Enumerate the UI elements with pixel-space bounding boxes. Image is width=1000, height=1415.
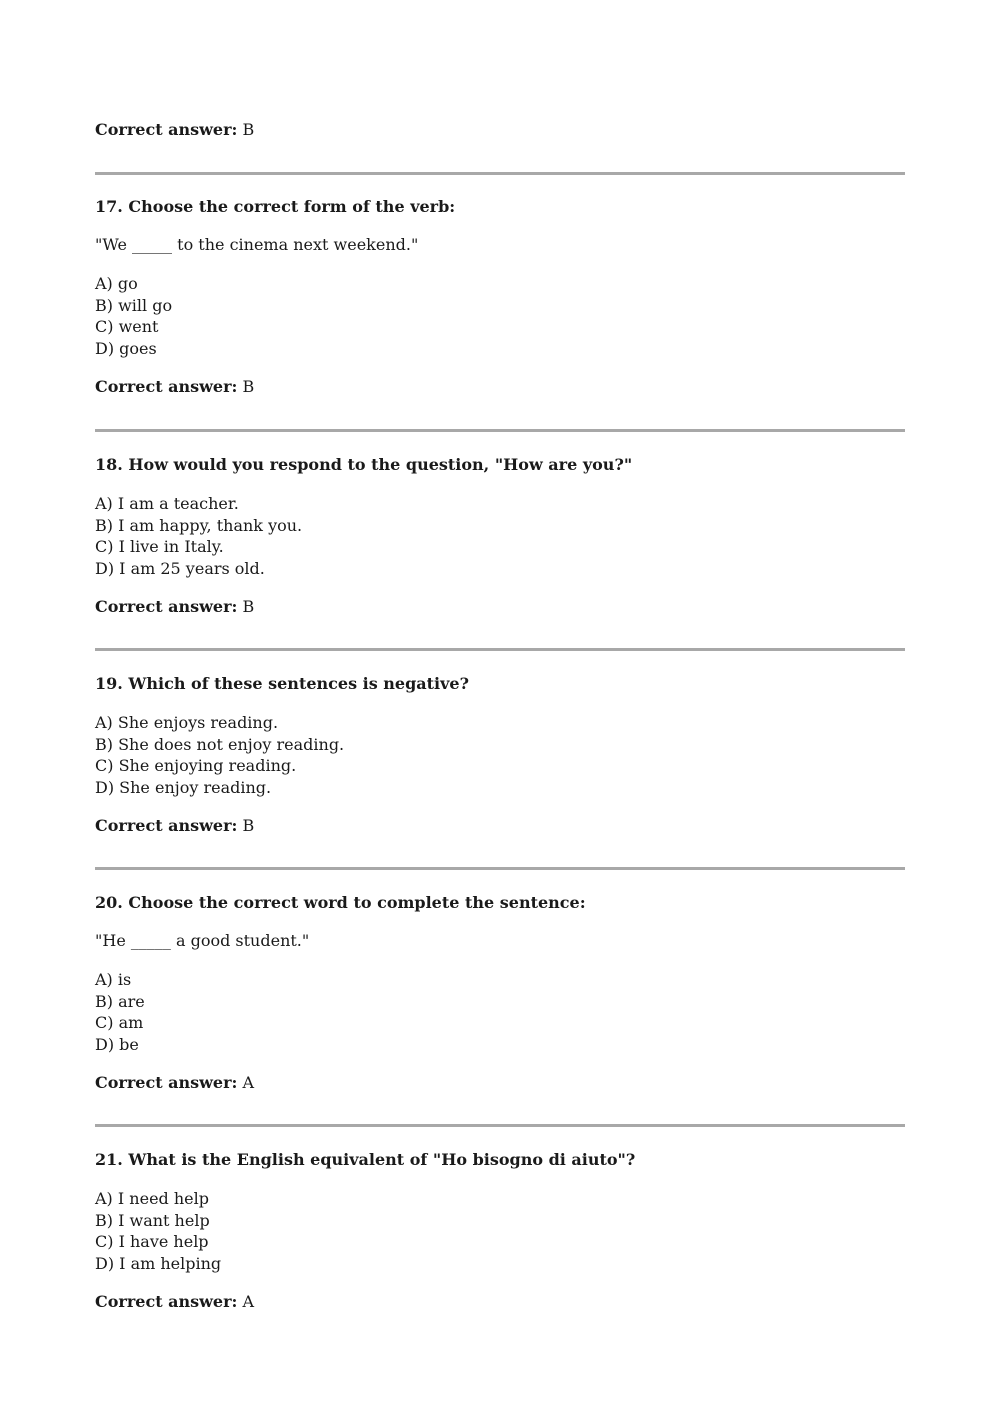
correct-answer [95, 597, 905, 617]
answer-label: Correct answer: [95, 596, 238, 616]
answer-value: A [242, 1291, 255, 1311]
answer-label: Correct answer: [95, 1072, 238, 1092]
option-c: C) She enjoying reading. [95, 756, 297, 776]
divider [95, 429, 905, 432]
options-list [95, 712, 905, 799]
option-d: D) be [95, 1035, 139, 1055]
options-list [95, 969, 905, 1056]
option-b: B) I am happy, thank you. [95, 515, 303, 535]
answer-value: B [242, 376, 255, 396]
divider [95, 648, 905, 651]
answer-label: Correct answer: [95, 120, 238, 139]
question-title: 19. Which of these sentences is negative? [95, 674, 469, 693]
option-a: A) I am a teacher. [95, 494, 239, 513]
answer-value: B [242, 596, 255, 616]
answer-value: B [242, 815, 255, 835]
options-list [95, 493, 905, 580]
question-title: 18. How would you respond to the question, "How are you?" [95, 455, 633, 474]
question-18 [95, 455, 905, 617]
option-a: A) go [95, 274, 138, 293]
option-b: B) will go [95, 295, 173, 315]
option-a: A) is [95, 970, 132, 989]
options-list [95, 1188, 905, 1275]
question-17 [95, 197, 905, 397]
option-d: D) goes [95, 339, 157, 359]
option-d: D) I am 25 years old. [95, 559, 265, 579]
answer-value: B [242, 120, 255, 139]
question-prompt: "We _____ to the cinema next weekend." [95, 235, 419, 254]
correct-answer [95, 1073, 905, 1093]
question-title: 20. Choose the correct word to complete the sentence: [95, 893, 586, 912]
option-d: D) I am helping [95, 1254, 222, 1274]
answer-label: Correct answer: [95, 376, 238, 396]
correct-answer [95, 816, 905, 836]
option-c: C) am [95, 1013, 144, 1033]
option-a: A) She enjoys reading. [95, 713, 279, 732]
option-c: C) I live in Italy. [95, 537, 224, 557]
option-c: C) I have help [95, 1232, 209, 1252]
question-20 [95, 893, 905, 1093]
divider [95, 867, 905, 870]
correct-answer [95, 1292, 905, 1312]
question-prompt: "He _____ a good student." [95, 931, 310, 950]
option-d: D) She enjoy reading. [95, 778, 272, 798]
option-b: B) are [95, 991, 145, 1011]
option-b: B) She does not enjoy reading. [95, 734, 345, 754]
answer-label: Correct answer: [95, 1291, 238, 1311]
option-c: C) went [95, 317, 159, 337]
question-title: 21. What is the English equivalent of "Ho bisogno di aiuto"? [95, 1150, 636, 1169]
question-21 [95, 1150, 905, 1312]
answer-value: A [242, 1072, 255, 1092]
question-title: 17. Choose the correct form of the verb: [95, 197, 456, 216]
divider [95, 1124, 905, 1127]
option-a: A) I need help [95, 1189, 209, 1208]
correct-answer [95, 377, 905, 397]
answer-line-16 [95, 120, 254, 140]
option-b: B) I want help [95, 1210, 210, 1230]
answer-label: Correct answer: [95, 815, 238, 835]
question-19 [95, 674, 905, 836]
divider [95, 172, 905, 175]
options-list [95, 273, 905, 360]
